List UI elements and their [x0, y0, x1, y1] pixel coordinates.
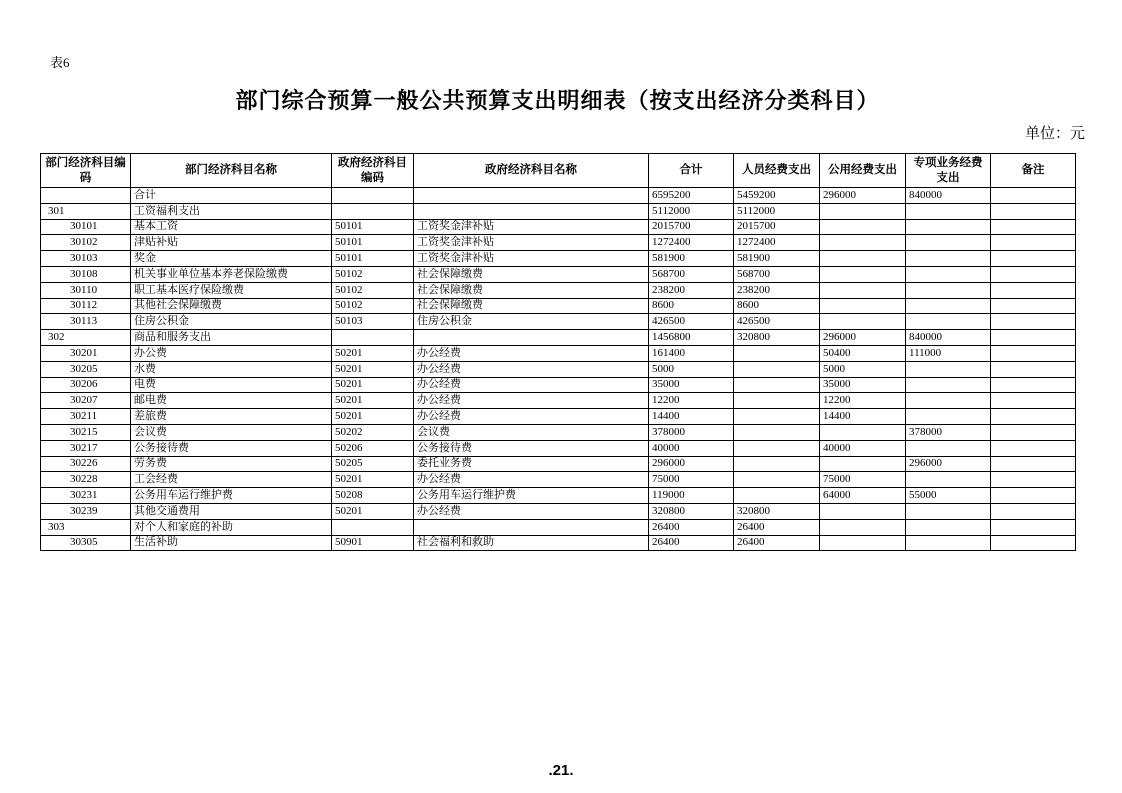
- unit-label: 单位：元: [1024, 126, 1085, 142]
- table-row: [41, 235, 1076, 251]
- cell-dept-code: 30207: [41, 393, 131, 409]
- cell-total: 1456800: [649, 330, 734, 346]
- cell-gov-name: 办公经费: [414, 377, 649, 393]
- cell-public-exp: [820, 456, 906, 472]
- table-row: [41, 440, 1076, 456]
- cell-special-exp: [906, 393, 991, 409]
- column-header-gov-name: 政府经济科目名称: [414, 154, 649, 188]
- table-header-row: [41, 154, 1076, 188]
- table-row: [41, 535, 1076, 551]
- cell-special-exp: 296000: [906, 456, 991, 472]
- cell-gov-name: 办公经费: [414, 472, 649, 488]
- cell-total: 35000: [649, 377, 734, 393]
- cell-special-exp: 55000: [906, 488, 991, 504]
- cell-public-exp: [820, 298, 906, 314]
- cell-gov-name: [414, 203, 649, 219]
- cell-dept-name: 奖金: [131, 251, 332, 267]
- cell-dept-name: 电费: [131, 377, 332, 393]
- page-title: 部门综合预算一般公共预算支出明细表（按支出经济分类科目）: [235, 88, 880, 113]
- cell-gov-code: 50208: [332, 488, 414, 504]
- cell-dept-name: 合计: [131, 188, 332, 204]
- cell-gov-code: 50201: [332, 361, 414, 377]
- cell-personnel-exp: 320800: [734, 503, 820, 519]
- cell-public-exp: 296000: [820, 188, 906, 204]
- cell-public-exp: 12200: [820, 393, 906, 409]
- cell-total: 75000: [649, 472, 734, 488]
- cell-dept-code: 30205: [41, 361, 131, 377]
- cell-public-exp: [820, 282, 906, 298]
- cell-gov-code: 50901: [332, 535, 414, 551]
- cell-gov-name: 公务用车运行维护费: [414, 488, 649, 504]
- cell-special-exp: [906, 440, 991, 456]
- cell-remark: [991, 488, 1076, 504]
- cell-remark: [991, 409, 1076, 425]
- cell-public-exp: [820, 519, 906, 535]
- cell-total: 6595200: [649, 188, 734, 204]
- table-row: [41, 361, 1076, 377]
- cell-public-exp: [820, 314, 906, 330]
- cell-gov-code: 50201: [332, 345, 414, 361]
- cell-public-exp: [820, 203, 906, 219]
- budget-expenditure-table: [40, 153, 1076, 551]
- cell-public-exp: 75000: [820, 472, 906, 488]
- cell-total: 568700: [649, 266, 734, 282]
- cell-total: 119000: [649, 488, 734, 504]
- cell-gov-name: 委托业务费: [414, 456, 649, 472]
- cell-dept-name: 机关事业单位基本养老保险缴费: [131, 266, 332, 282]
- cell-dept-code: [41, 188, 131, 204]
- cell-gov-name: 办公经费: [414, 393, 649, 409]
- cell-gov-name: 住房公积金: [414, 314, 649, 330]
- cell-dept-code: 30103: [41, 251, 131, 267]
- cell-total: 1272400: [649, 235, 734, 251]
- cell-remark: [991, 235, 1076, 251]
- cell-gov-code: 50205: [332, 456, 414, 472]
- cell-gov-code: [332, 330, 414, 346]
- cell-dept-code: 30101: [41, 219, 131, 235]
- cell-remark: [991, 424, 1076, 440]
- cell-gov-code: 50201: [332, 377, 414, 393]
- cell-special-exp: [906, 503, 991, 519]
- cell-remark: [991, 251, 1076, 267]
- cell-gov-code: 50201: [332, 472, 414, 488]
- cell-remark: [991, 203, 1076, 219]
- cell-remark: [991, 377, 1076, 393]
- table-row: [41, 298, 1076, 314]
- cell-remark: [991, 361, 1076, 377]
- cell-gov-code: 50201: [332, 393, 414, 409]
- cell-public-exp: [820, 251, 906, 267]
- cell-personnel-exp: 5459200: [734, 188, 820, 204]
- table-number-label: 表6: [50, 55, 70, 70]
- table-row: [41, 314, 1076, 330]
- cell-gov-name: [414, 188, 649, 204]
- cell-total: 161400: [649, 345, 734, 361]
- table-row: [41, 219, 1076, 235]
- cell-dept-code: 30110: [41, 282, 131, 298]
- column-header-public-exp: 公用经费支出: [820, 154, 906, 188]
- cell-personnel-exp: [734, 393, 820, 409]
- cell-personnel-exp: 581900: [734, 251, 820, 267]
- cell-special-exp: [906, 377, 991, 393]
- cell-special-exp: [906, 298, 991, 314]
- cell-personnel-exp: [734, 424, 820, 440]
- cell-dept-code: 301: [41, 203, 131, 219]
- cell-gov-code: 50102: [332, 266, 414, 282]
- cell-special-exp: [906, 266, 991, 282]
- cell-total: 320800: [649, 503, 734, 519]
- cell-public-exp: 14400: [820, 409, 906, 425]
- cell-personnel-exp: 1272400: [734, 235, 820, 251]
- cell-dept-name: 基本工资: [131, 219, 332, 235]
- table-row: [41, 456, 1076, 472]
- cell-total: 14400: [649, 409, 734, 425]
- cell-dept-code: 30108: [41, 266, 131, 282]
- cell-personnel-exp: 568700: [734, 266, 820, 282]
- cell-remark: [991, 298, 1076, 314]
- cell-special-exp: [906, 203, 991, 219]
- table-row: [41, 203, 1076, 219]
- table-row: [41, 409, 1076, 425]
- cell-dept-name: 职工基本医疗保险缴费: [131, 282, 332, 298]
- cell-gov-name: 社会保障缴费: [414, 282, 649, 298]
- cell-gov-code: 50101: [332, 235, 414, 251]
- table-row: [41, 251, 1076, 267]
- cell-public-exp: [820, 424, 906, 440]
- cell-dept-name: 其他社会保障缴费: [131, 298, 332, 314]
- cell-dept-code: 30215: [41, 424, 131, 440]
- cell-gov-code: 50101: [332, 219, 414, 235]
- cell-remark: [991, 503, 1076, 519]
- cell-dept-name: 差旅费: [131, 409, 332, 425]
- table-row: [41, 282, 1076, 298]
- cell-personnel-exp: [734, 440, 820, 456]
- cell-remark: [991, 266, 1076, 282]
- cell-gov-name: [414, 519, 649, 535]
- table-row: [41, 519, 1076, 535]
- cell-dept-code: 30113: [41, 314, 131, 330]
- cell-remark: [991, 188, 1076, 204]
- cell-total: 5000: [649, 361, 734, 377]
- cell-gov-code: 50201: [332, 503, 414, 519]
- cell-gov-code: [332, 203, 414, 219]
- cell-gov-name: 社会保障缴费: [414, 266, 649, 282]
- cell-gov-code: [332, 519, 414, 535]
- cell-dept-name: 住房公积金: [131, 314, 332, 330]
- cell-dept-code: 30217: [41, 440, 131, 456]
- column-header-dept-name: 部门经济科目名称: [131, 154, 332, 188]
- table-row: [41, 266, 1076, 282]
- cell-dept-name: 商品和服务支出: [131, 330, 332, 346]
- cell-total: 296000: [649, 456, 734, 472]
- cell-remark: [991, 535, 1076, 551]
- cell-gov-name: 办公经费: [414, 345, 649, 361]
- column-header-total: 合计: [649, 154, 734, 188]
- cell-personnel-exp: 426500: [734, 314, 820, 330]
- cell-personnel-exp: [734, 345, 820, 361]
- cell-dept-name: 对个人和家庭的补助: [131, 519, 332, 535]
- cell-gov-code: 50201: [332, 409, 414, 425]
- cell-dept-name: 劳务费: [131, 456, 332, 472]
- cell-total: 8600: [649, 298, 734, 314]
- cell-gov-name: 公务接待费: [414, 440, 649, 456]
- cell-dept-name: 邮电费: [131, 393, 332, 409]
- cell-public-exp: [820, 266, 906, 282]
- cell-public-exp: 50400: [820, 345, 906, 361]
- cell-gov-code: 50206: [332, 440, 414, 456]
- cell-personnel-exp: [734, 488, 820, 504]
- cell-remark: [991, 219, 1076, 235]
- cell-special-exp: [906, 314, 991, 330]
- cell-special-exp: [906, 361, 991, 377]
- table-row: [41, 488, 1076, 504]
- cell-remark: [991, 282, 1076, 298]
- cell-gov-name: 办公经费: [414, 409, 649, 425]
- table-row: [41, 424, 1076, 440]
- cell-gov-code: [332, 188, 414, 204]
- cell-remark: [991, 519, 1076, 535]
- cell-dept-code: 30231: [41, 488, 131, 504]
- cell-public-exp: [820, 503, 906, 519]
- cell-total: 378000: [649, 424, 734, 440]
- page-number: .21.: [548, 762, 574, 779]
- cell-dept-code: 30102: [41, 235, 131, 251]
- cell-total: 426500: [649, 314, 734, 330]
- cell-gov-name: 会议费: [414, 424, 649, 440]
- cell-personnel-exp: [734, 361, 820, 377]
- cell-remark: [991, 314, 1076, 330]
- cell-gov-code: 50102: [332, 298, 414, 314]
- cell-remark: [991, 330, 1076, 346]
- cell-public-exp: 296000: [820, 330, 906, 346]
- cell-public-exp: [820, 235, 906, 251]
- cell-dept-code: 30211: [41, 409, 131, 425]
- cell-gov-code: 50102: [332, 282, 414, 298]
- cell-dept-name: 生活补助: [131, 535, 332, 551]
- column-header-special-exp: 专项业务经费支出: [906, 154, 991, 188]
- cell-remark: [991, 472, 1076, 488]
- cell-gov-name: 工资奖金津补贴: [414, 235, 649, 251]
- table-row: [41, 345, 1076, 361]
- cell-dept-name: 水费: [131, 361, 332, 377]
- cell-remark: [991, 440, 1076, 456]
- cell-personnel-exp: 5112000: [734, 203, 820, 219]
- cell-dept-name: 工会经费: [131, 472, 332, 488]
- cell-dept-name: 其他交通费用: [131, 503, 332, 519]
- cell-dept-code: 30112: [41, 298, 131, 314]
- cell-dept-name: 会议费: [131, 424, 332, 440]
- cell-gov-name: [414, 330, 649, 346]
- cell-remark: [991, 345, 1076, 361]
- cell-gov-name: 工资奖金津补贴: [414, 219, 649, 235]
- cell-dept-code: 30226: [41, 456, 131, 472]
- cell-dept-name: 工资福利支出: [131, 203, 332, 219]
- cell-dept-code: 30305: [41, 535, 131, 551]
- cell-public-exp: [820, 535, 906, 551]
- cell-public-exp: 5000: [820, 361, 906, 377]
- cell-gov-code: 50101: [332, 251, 414, 267]
- table-row: [41, 472, 1076, 488]
- cell-gov-name: 社会福利和救助: [414, 535, 649, 551]
- cell-dept-code: 30228: [41, 472, 131, 488]
- cell-total: 2015700: [649, 219, 734, 235]
- cell-special-exp: 840000: [906, 330, 991, 346]
- cell-personnel-exp: 8600: [734, 298, 820, 314]
- cell-personnel-exp: 2015700: [734, 219, 820, 235]
- cell-dept-code: 30239: [41, 503, 131, 519]
- table-row: [41, 393, 1076, 409]
- cell-special-exp: 111000: [906, 345, 991, 361]
- cell-personnel-exp: [734, 409, 820, 425]
- cell-personnel-exp: 238200: [734, 282, 820, 298]
- cell-special-exp: 840000: [906, 188, 991, 204]
- cell-gov-name: 办公经费: [414, 361, 649, 377]
- cell-dept-name: 公务用车运行维护费: [131, 488, 332, 504]
- cell-personnel-exp: [734, 472, 820, 488]
- cell-dept-code: 303: [41, 519, 131, 535]
- column-header-personnel-exp: 人员经费支出: [734, 154, 820, 188]
- cell-special-exp: [906, 535, 991, 551]
- cell-public-exp: 35000: [820, 377, 906, 393]
- table-row: [41, 377, 1076, 393]
- cell-special-exp: [906, 235, 991, 251]
- cell-special-exp: [906, 282, 991, 298]
- cell-dept-name: 办公费: [131, 345, 332, 361]
- cell-total: 26400: [649, 535, 734, 551]
- cell-total: 581900: [649, 251, 734, 267]
- cell-remark: [991, 456, 1076, 472]
- column-header-dept-code: 部门经济科目编码: [41, 154, 131, 188]
- cell-gov-name: 工资奖金津补贴: [414, 251, 649, 267]
- cell-dept-code: 30206: [41, 377, 131, 393]
- cell-gov-code: 50202: [332, 424, 414, 440]
- cell-personnel-exp: 320800: [734, 330, 820, 346]
- cell-special-exp: [906, 409, 991, 425]
- cell-public-exp: 40000: [820, 440, 906, 456]
- column-header-remark: 备注: [991, 154, 1076, 188]
- cell-personnel-exp: 26400: [734, 535, 820, 551]
- table-row: [41, 330, 1076, 346]
- cell-special-exp: [906, 251, 991, 267]
- cell-special-exp: [906, 219, 991, 235]
- cell-special-exp: [906, 519, 991, 535]
- cell-special-exp: 378000: [906, 424, 991, 440]
- column-header-gov-code: 政府经济科目编码: [332, 154, 414, 188]
- cell-public-exp: 64000: [820, 488, 906, 504]
- cell-total: 40000: [649, 440, 734, 456]
- cell-personnel-exp: 26400: [734, 519, 820, 535]
- cell-total: 5112000: [649, 203, 734, 219]
- cell-gov-name: 办公经费: [414, 503, 649, 519]
- cell-gov-code: 50103: [332, 314, 414, 330]
- cell-dept-code: 302: [41, 330, 131, 346]
- cell-remark: [991, 393, 1076, 409]
- table-row: [41, 188, 1076, 204]
- table-body: [41, 188, 1076, 551]
- cell-personnel-exp: [734, 456, 820, 472]
- cell-dept-code: 30201: [41, 345, 131, 361]
- cell-gov-name: 社会保障缴费: [414, 298, 649, 314]
- table-row: [41, 503, 1076, 519]
- cell-personnel-exp: [734, 377, 820, 393]
- cell-special-exp: [906, 472, 991, 488]
- cell-public-exp: [820, 219, 906, 235]
- cell-dept-name: 津贴补贴: [131, 235, 332, 251]
- cell-total: 26400: [649, 519, 734, 535]
- cell-total: 238200: [649, 282, 734, 298]
- cell-dept-name: 公务接待费: [131, 440, 332, 456]
- cell-total: 12200: [649, 393, 734, 409]
